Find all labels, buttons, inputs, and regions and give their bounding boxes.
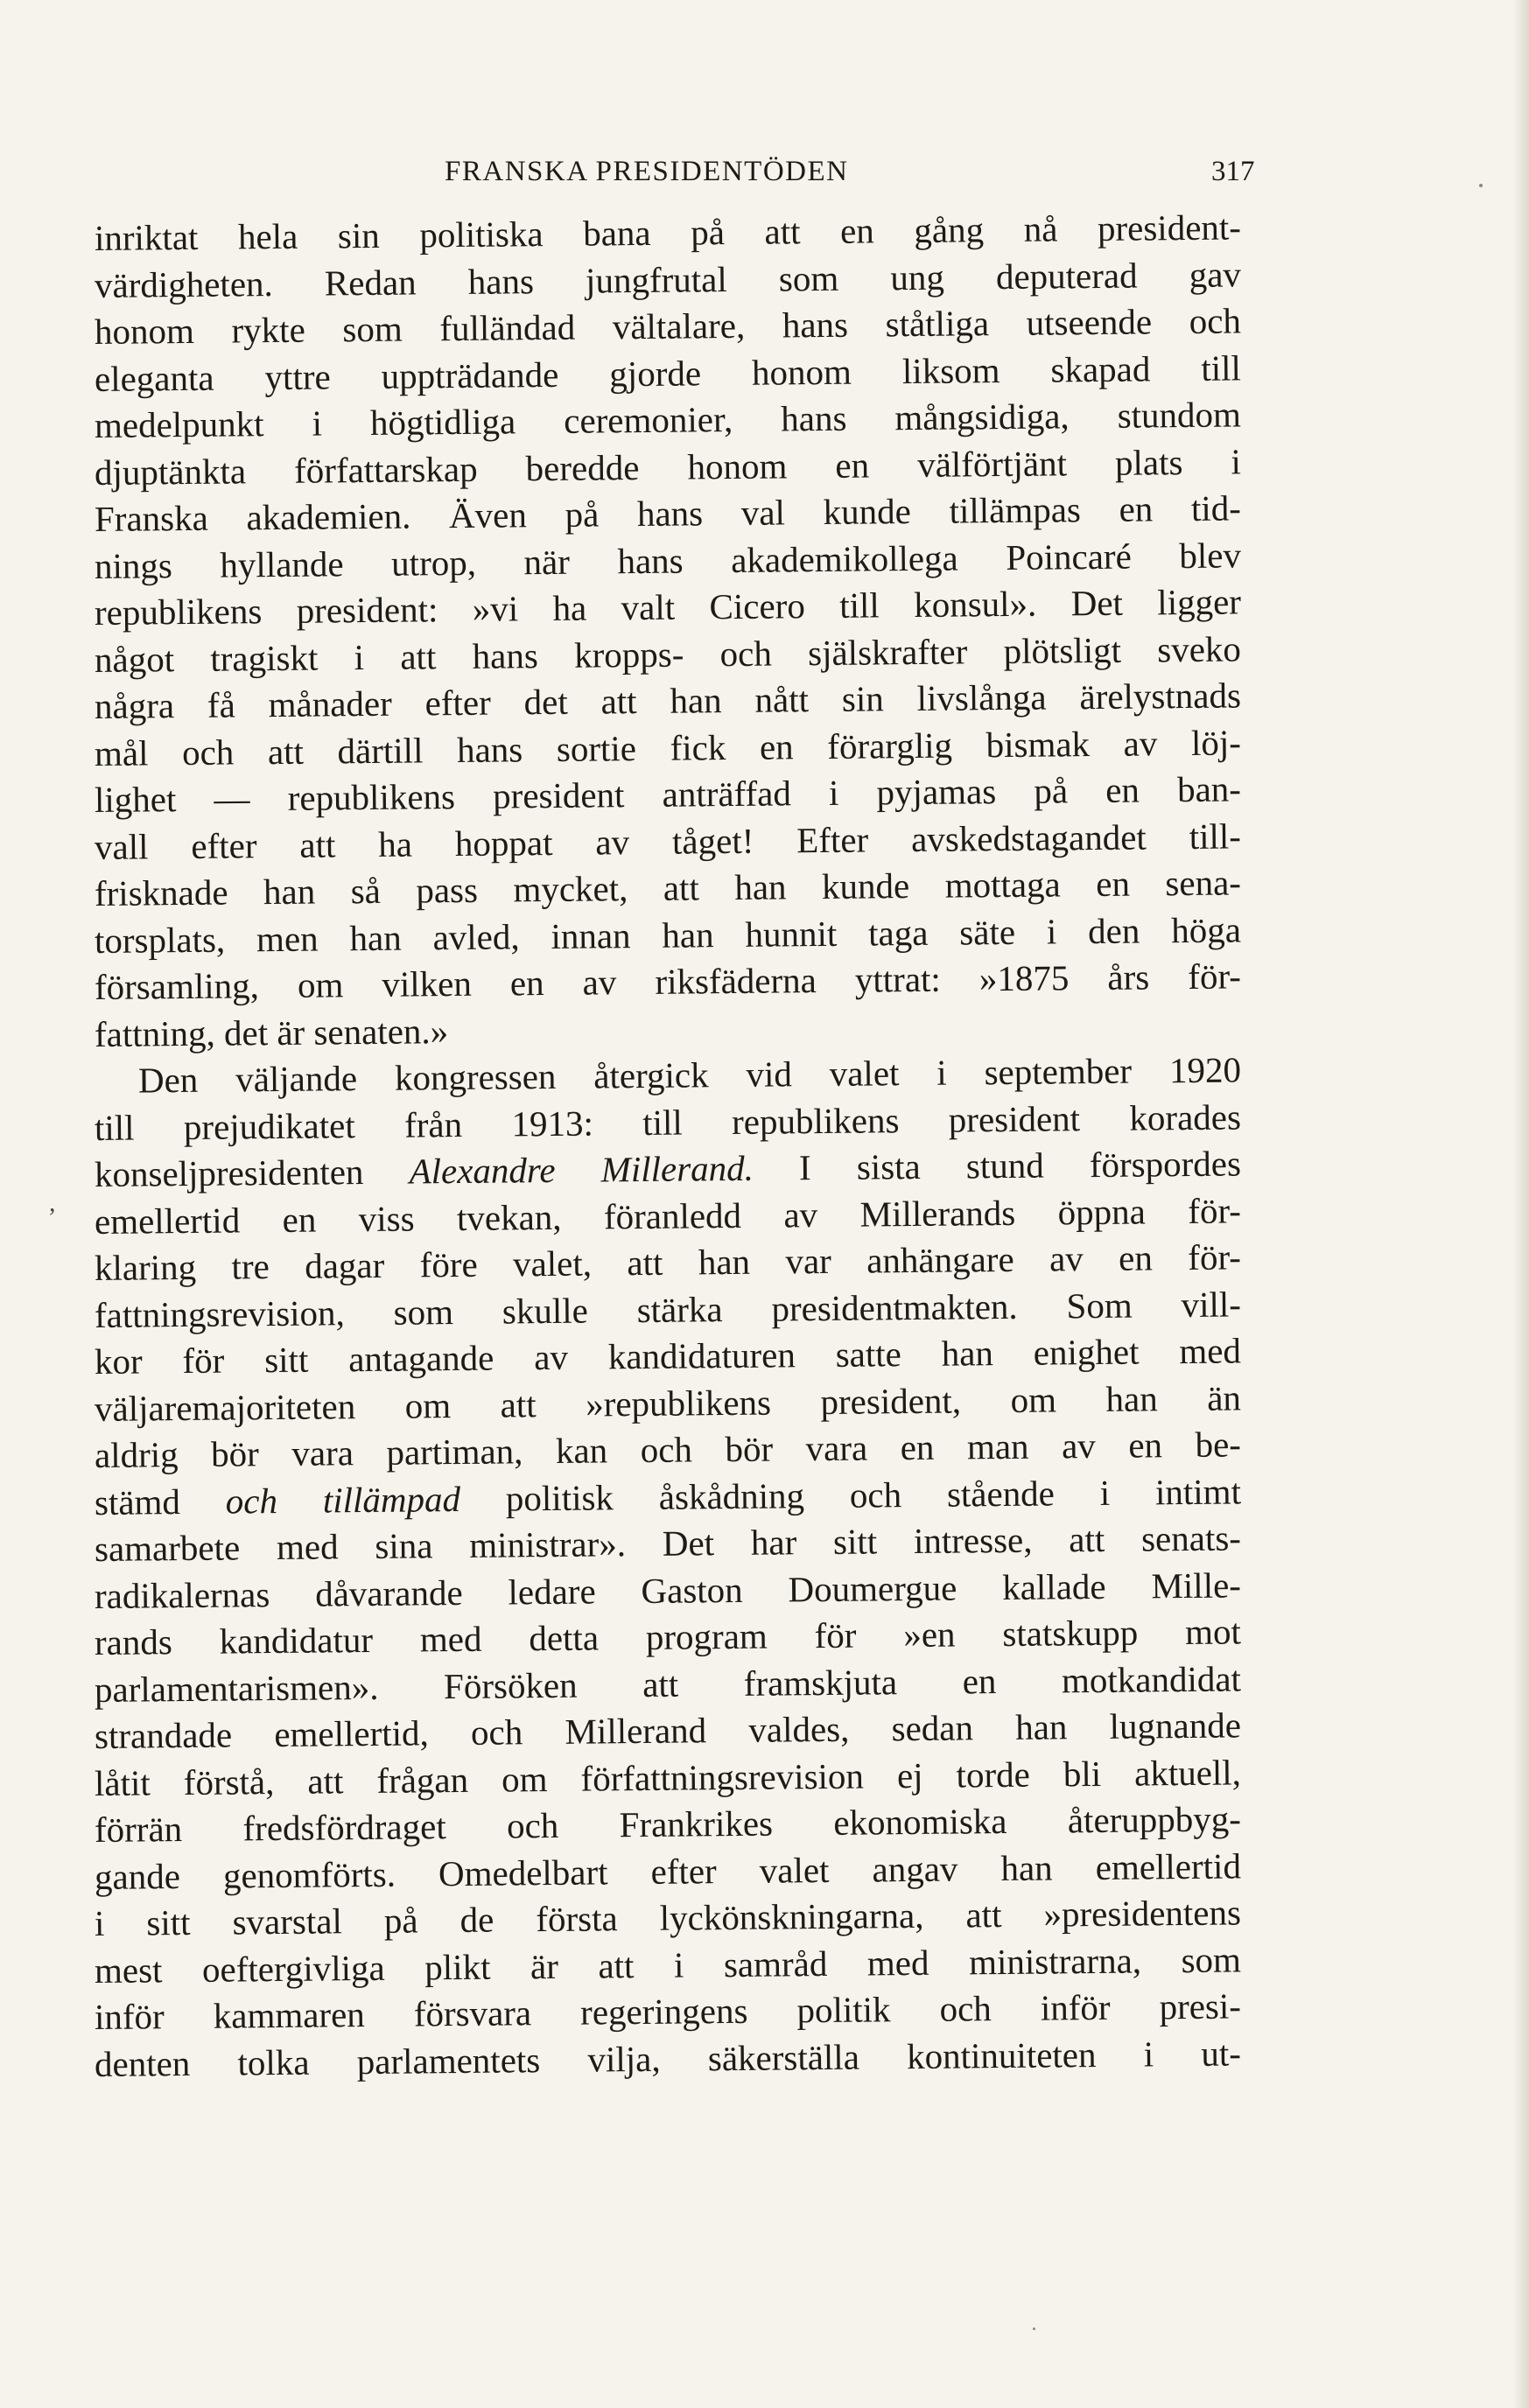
text-line: mål och att därtill hans sortie fick en förarglig bismak av löj- [94, 721, 1242, 774]
text-line: till prejudikatet från 1913: till republikens president korades [94, 1096, 1242, 1148]
text-line: klaring tre dagar före valet, att han var anhängare av en för- [94, 1236, 1242, 1288]
text-line: något tragiskt i att hans kropps- och själskrafter plötsligt sveko [94, 627, 1242, 680]
text-line: torsplats, men han avled, innan han hunnit taga säte i den höga [94, 908, 1242, 961]
text-run: konseljpresidenten [94, 1151, 410, 1194]
text-line: väljaremajoriteten om att »republikens president, om han än [94, 1376, 1242, 1429]
body-text [94, 206, 1242, 2088]
text-line: Franska akademien. Även på hans val kunde tillämpas en tid- [94, 487, 1242, 539]
text-run: politisk åskådning och stående i intimt [459, 1470, 1242, 1519]
text-line: honom rykte som fulländad vältalare, hans ståtliga utseende och [94, 300, 1242, 352]
text-line: gande genomförts. Omedelbart efter valet angav han emellertid [94, 1844, 1242, 1897]
italic-run: och tillämpad [225, 1478, 461, 1522]
paragraph-2 [94, 1049, 1242, 2088]
scan-speck [1479, 184, 1483, 187]
text-line: några få månader efter det att han nått sin livslånga ärelystnads [94, 675, 1242, 726]
text-line: vall efter att ha hoppat av tåget! Efter avskedstagandet till- [94, 815, 1242, 867]
text-line: eleganta yttre uppträdande gjorde honom liksom skapad till [94, 346, 1242, 399]
text-line: emellertid en viss tvekan, föranledd av Millerands öppna för- [94, 1189, 1242, 1242]
text-line: strandade emellertid, och Millerand valdes, sedan han lugnande [94, 1704, 1242, 1756]
text-line: nings hyllande utrop, när hans akademikollega Poincaré blev [94, 534, 1242, 586]
scan-speck [1033, 2328, 1035, 2330]
text-line: radikalernas dåvarande ledare Gaston Doumergue kallade Mille- [94, 1564, 1242, 1616]
text-line: församling, om vilken en av riksfäderna yttrat: »1875 års för- [94, 956, 1242, 1007]
text-line: inriktat hela sin politiska bana på att en gång nå president- [94, 206, 1242, 258]
text-line: fattningsrevision, som skulle stärka presidentmakten. Som vill- [94, 1283, 1242, 1335]
text-line: värdigheten. Redan hans jungfrutal som ung deputerad gav [94, 253, 1242, 305]
text-line: i sitt svarstal på de första lyckönskningarna, att »presidentens [94, 1892, 1242, 1943]
text-line: denten tolka parlamentets vilja, säkerställa kontinuiteten i ut- [94, 2032, 1242, 2084]
text-line: Den väljande kongressen återgick vid valet i september 1920 [137, 1049, 1242, 1101]
text-run: I sista stund förspordes [753, 1143, 1242, 1188]
text-line: fattning, det är senaten.» [94, 1010, 449, 1054]
text-line: förrän fredsfördraget och Frankrikes ekonomiska återuppbyg- [94, 1798, 1242, 1850]
page-number: 317 [1211, 156, 1255, 187]
paragraph-1 [94, 206, 1242, 1058]
text-line: inför kammaren försvara regeringens politik och inför presi- [94, 1985, 1242, 2037]
scan-edge [1513, 0, 1529, 2408]
text-line: lighet — republikens president anträffad i pyjamas på en ban- [94, 768, 1242, 820]
text-line: samarbete med sina ministrar». Det har sitt intresse, att senats- [94, 1517, 1242, 1569]
text-line: mest oeftergivliga plikt är att i samråd med ministrarna, som [94, 1938, 1242, 1991]
text-line: republikens president: »vi ha valt Cicero till konsul». Det ligger [94, 581, 1242, 633]
text-line: låtit förstå, att frågan om författningsrevision ej torde bli aktuell, [94, 1751, 1242, 1803]
text-line: parlamentarismen». Försöken att framskjuta en motkandidat [94, 1657, 1242, 1710]
text-run: stämd [94, 1480, 227, 1522]
text-line: kor för sitt antagande av kandidaturen satte han enighet med [94, 1330, 1242, 1382]
margin-mark: , [49, 1188, 56, 1217]
text-line: djuptänkta författarskap beredde honom en välförtjänt plats i [94, 440, 1242, 493]
italic-run: Alexandre Millerand. [409, 1147, 754, 1192]
text-line: rands kandidatur med detta program för »en statskupp mot [94, 1611, 1242, 1662]
text-line: medelpunkt i högtidliga ceremonier, hans mångsidiga, stundom [94, 394, 1242, 445]
running-head: FRANSKA PRESIDENTÖDEN [445, 156, 849, 187]
text-line: aldrig bör vara partiman, kan och bör vara en man av en be- [94, 1424, 1242, 1475]
text-line: frisknade han så pass mycket, att han kunde mottaga en sena- [94, 862, 1242, 914]
